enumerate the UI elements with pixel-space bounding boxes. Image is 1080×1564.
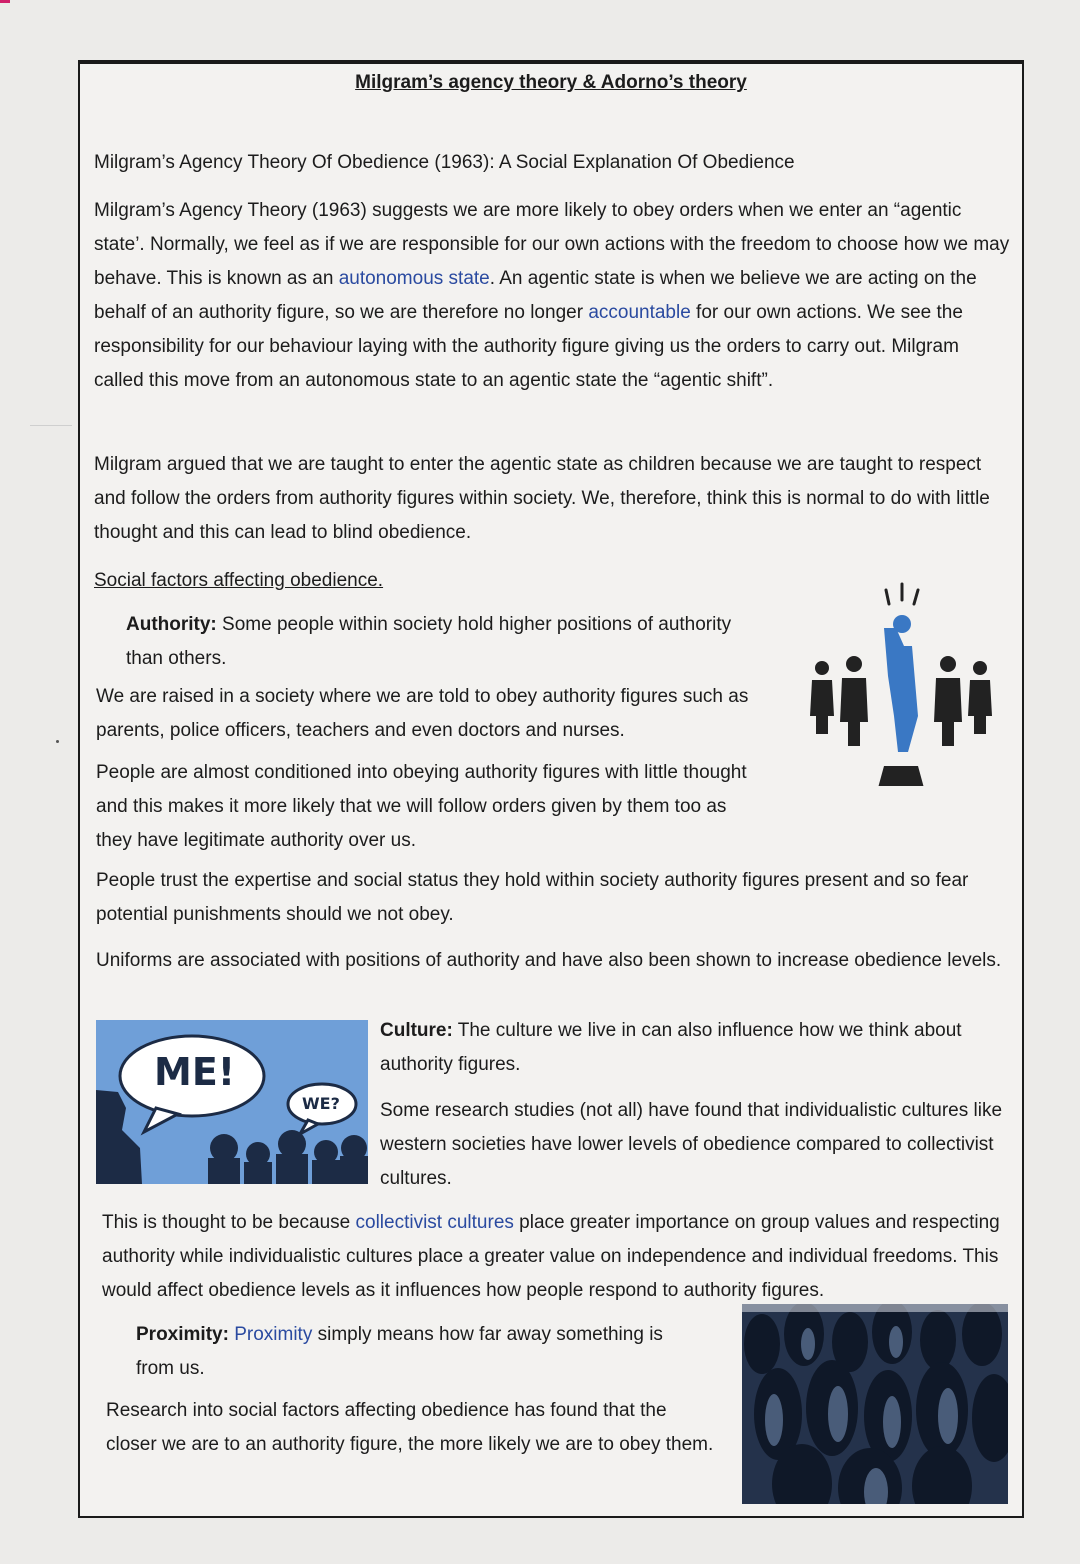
text-run: Milgram’s Agency Theory (1963) suggests we are more likely to obey orders when we enter an “agentic state’. Normally, we feel as if we are responsible for our own actions with the freedom to choose how we may behave. This is known as an bbox=[94, 200, 1010, 289]
me-we-speech-bubbles bbox=[96, 1020, 368, 1184]
proximity-intro bbox=[136, 1318, 704, 1386]
authority-label: Authority: bbox=[126, 614, 217, 635]
margin-mark bbox=[30, 425, 72, 426]
proximity-label: Proximity: bbox=[136, 1324, 229, 1345]
page-corner-mark bbox=[0, 0, 10, 3]
penguin-crowd-image bbox=[742, 1304, 1008, 1504]
paragraph-agentic-childhood: Milgram argued that we are taught to enter the agentic state as children because we are taught to respect and follow the orders from authority figures within society. We, therefore, think this is normal to do with little thought and this can lead to blind obedience. bbox=[94, 454, 990, 543]
people-following-leader-icon bbox=[798, 576, 998, 786]
section-heading-agency-theory: Milgram’s Agency Theory Of Obedience (1963): A Social Explanation Of Obedience bbox=[94, 152, 795, 173]
margin-dot bbox=[56, 740, 59, 743]
culture-text: The culture we live in can also influence how we think about authority figures. bbox=[380, 1020, 962, 1075]
text-run: . An agentic state is when we believe we are acting on the behalf of an authority figure, so we are therefore no longer bbox=[94, 268, 977, 323]
text-run: This is thought to be because bbox=[102, 1212, 356, 1233]
bubble-we-text: WE? bbox=[302, 1094, 340, 1113]
culture-paragraph-1: Some research studies (not all) have found that individualistic cultures like western societies have lower levels of obedience compared to collectivist cultures. bbox=[380, 1100, 1003, 1189]
culture-label: Culture: bbox=[380, 1020, 453, 1041]
link-proximity[interactable]: Proximity bbox=[234, 1324, 313, 1345]
link-collectivist-cultures[interactable]: collectivist cultures bbox=[355, 1212, 514, 1233]
authority-intro bbox=[126, 608, 766, 676]
text-run: for our own actions. We see the responsibility for our behaviour laying with the authority figure giving us the orders to carry out. Milgram called this move from an autonomous state to an agentic state the “agentic shift”. bbox=[94, 302, 963, 391]
page-title: Milgram’s agency theory & Adorno’s theory bbox=[355, 72, 747, 93]
text-run: place greater importance on group values and respecting authority while individualistic cultures place a greater value on independence and individual freedoms. This would affect obedience levels as it influences how people respond to authority figures. bbox=[102, 1212, 1000, 1301]
proximity-text: simply means how far away something is from us. bbox=[136, 1324, 663, 1379]
bubble-me-text: ME! bbox=[154, 1050, 236, 1094]
authority-paragraph-3: People trust the expertise and social status they hold within society authority figures present and so fear potential punishments should we not obey. bbox=[96, 870, 969, 925]
authority-paragraph-4: Uniforms are associated with positions of authority and have also been shown to increase obedience levels. bbox=[96, 950, 1002, 971]
link-autonomous-state[interactable]: autonomous state bbox=[338, 268, 490, 289]
proximity-paragraph-1: Research into social factors affecting obedience has found that the closer we are to an authority figure, the more likely we are to obey them. bbox=[106, 1400, 714, 1455]
culture-intro bbox=[380, 1014, 1004, 1082]
paragraph-agency-theory bbox=[94, 194, 1010, 398]
penguin-crowd-photo bbox=[742, 1304, 1008, 1504]
authority-paragraph-1: We are raised in a society where we are told to obey authority figures such as parents, police officers, teachers and even doctors and nurses. bbox=[96, 686, 749, 741]
link-accountable[interactable]: accountable bbox=[588, 302, 691, 323]
document-sheet bbox=[78, 62, 1024, 1518]
section-heading-social-factors: Social factors affecting obedience. bbox=[94, 570, 384, 591]
culture-paragraph-2 bbox=[102, 1206, 1008, 1308]
authority-paragraph-2: People are almost conditioned into obeying authority figures with little thought and this makes it more likely that we will follow orders given by them too as they have legitimate authority over us. bbox=[96, 762, 747, 851]
authority-text: Some people within society hold higher positions of authority than others. bbox=[126, 614, 732, 669]
